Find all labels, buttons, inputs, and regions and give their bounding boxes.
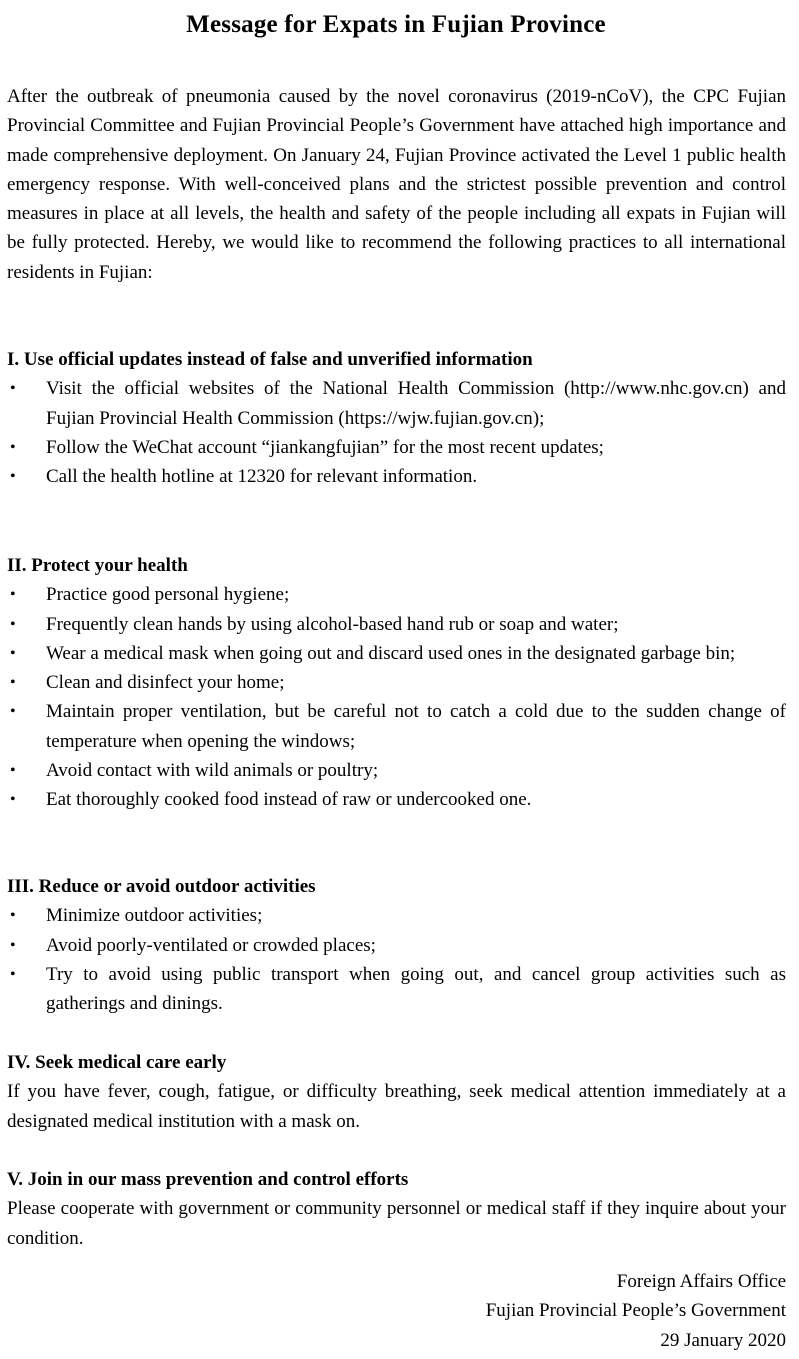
list-item-text: Follow the WeChat account “jiankangfujian” for the most recent updates; (46, 436, 604, 458)
signature-office: Foreign Affairs Office (616, 1271, 786, 1292)
bullet-list (7, 580, 786, 814)
bullet-icon: • (10, 674, 16, 692)
list-item-text: Avoid contact with wild animals or poultry; (46, 760, 379, 782)
section-official-updates (7, 345, 786, 491)
list-item-text: Call the health hotline at 12320 for relevant information. (46, 466, 478, 488)
list-item (7, 931, 786, 960)
list-item-text: Minimize outdoor activities; (46, 905, 263, 927)
signature-block (486, 1267, 786, 1355)
section-heading: II. Protect your health (7, 555, 188, 576)
bullet-icon: • (10, 438, 16, 456)
list-item (7, 756, 786, 785)
bullet-icon: • (10, 615, 16, 633)
list-item (7, 433, 786, 462)
bullet-icon: • (10, 907, 16, 925)
list-item (7, 462, 786, 491)
section-join-efforts (7, 1165, 786, 1253)
bullet-icon: • (10, 644, 16, 662)
section-heading: V. Join in our mass prevention and control efforts (7, 1169, 409, 1190)
list-item-text: Wear a medical mask when going out and discard used ones in the designated garbage bin; (46, 642, 736, 664)
intro-paragraph: After the outbreak of pneumonia caused by the novel coronavirus (2019-nCoV), the CPC Fujian Provincial Committee and Fujian Provincial People’s Government have attached high importance and made comprehensive deployment. On January 24, Fujian Province activated the Level 1 public health emergency response. With well-conceived plans and the strictest possible prevention and control measures in place at all levels, the health and safety of the people including all expats in Fujian will be fully protected. Hereby, we would like to recommend the following practices to all international residents in Fujian: (7, 86, 786, 283)
list-item (7, 374, 786, 433)
list-item-text: Frequently clean hands by using alcohol-based hand rub or soap and water; (46, 613, 619, 635)
section-protect-health (7, 551, 786, 815)
bullet-icon: • (10, 586, 16, 604)
signature-date: 29 January 2020 (660, 1329, 786, 1351)
document-title: Message for Expats in Fujian Province (186, 11, 606, 38)
list-item (7, 639, 786, 668)
section-seek-care (7, 1048, 786, 1136)
bullet-icon: • (10, 762, 16, 780)
bullet-list (7, 374, 786, 491)
bullet-list (7, 901, 786, 1018)
list-item-text: Avoid poorly-ventilated or crowded places; (46, 934, 376, 956)
list-item-text: Practice good personal hygiene; (46, 584, 290, 606)
list-item (7, 610, 786, 639)
list-item (7, 580, 786, 609)
section-paragraph: If you have fever, cough, fatigue, or difficulty breathing, seek medical attention immediately at a designated medical institution with a mask on. (7, 1081, 786, 1132)
list-item (7, 785, 786, 814)
section-heading: IV. Seek medical care early (7, 1052, 227, 1073)
section-reduce-outdoor (7, 872, 786, 1018)
list-item-text: Maintain proper ventilation, but be careful not to catch a cold due to the sudden change of temperature when opening the windows; (46, 701, 786, 752)
list-item (7, 901, 786, 930)
section-paragraph: Please cooperate with government or community personnel or medical staff if they inquire about your condition. (7, 1198, 786, 1249)
section-heading: III. Reduce or avoid outdoor activities (7, 876, 316, 897)
list-item-text: Try to avoid using public transport when going out, and cancel group activities such as gatherings and dinings. (46, 963, 786, 1015)
bullet-icon: • (10, 936, 16, 954)
bullet-icon: • (10, 380, 16, 398)
bullet-icon: • (10, 703, 16, 721)
list-item-text: Visit the official websites of the National Health Commission (http://www.nhc.gov.cn) and Fujian Provincial Health Commission (https://wjw.fujian.gov.cn); (46, 378, 786, 429)
list-item (7, 697, 786, 756)
bullet-icon: • (10, 965, 16, 983)
list-item (7, 960, 786, 1019)
section-heading: I. Use official updates instead of false and unverified information (7, 349, 533, 370)
list-item-text: Eat thoroughly cooked food instead of raw or undercooked one. (46, 789, 532, 811)
list-item-text: Clean and disinfect your home; (46, 672, 285, 694)
signature-government: Fujian Provincial People’s Government (485, 1300, 786, 1322)
bullet-icon: • (10, 791, 16, 809)
list-item (7, 668, 786, 697)
bullet-icon: • (10, 468, 16, 486)
